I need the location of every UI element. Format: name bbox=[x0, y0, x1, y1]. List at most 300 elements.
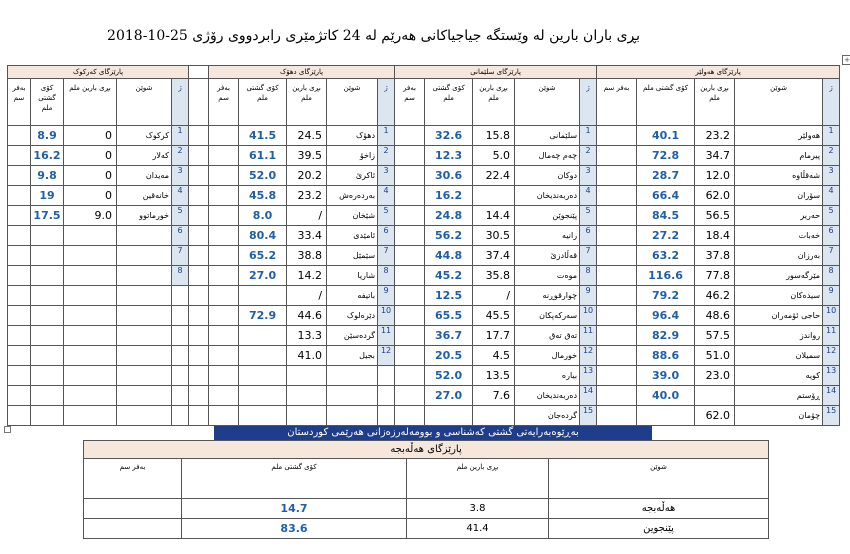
spacer-cell bbox=[189, 346, 209, 366]
total-cell: 27.2 bbox=[637, 226, 695, 246]
snow-cell bbox=[395, 406, 425, 426]
spacer-cell bbox=[189, 386, 209, 406]
spacer-cell bbox=[189, 66, 209, 79]
total-cell: 116.6 bbox=[637, 266, 695, 286]
total-cell: 40.1 bbox=[637, 126, 695, 146]
empty-cell bbox=[8, 286, 31, 306]
row-index: 1 bbox=[378, 126, 395, 146]
snow-cell bbox=[395, 226, 425, 246]
station-name: گردەجان bbox=[515, 406, 580, 426]
total-cell: 96.4 bbox=[637, 306, 695, 326]
station-name: رواندز bbox=[735, 326, 823, 346]
amount-cell: 4.5 bbox=[473, 346, 515, 366]
amount-cell: / bbox=[287, 206, 327, 226]
cursor-marker bbox=[4, 426, 11, 433]
amount-cell: 0 bbox=[64, 146, 117, 166]
total-cell: 66.4 bbox=[637, 186, 695, 206]
amount-cell: 38.8 bbox=[287, 246, 327, 266]
snow-cell bbox=[597, 386, 637, 406]
amount-cell bbox=[473, 186, 515, 206]
total-cell: 56.2 bbox=[425, 226, 473, 246]
row-index: 4 bbox=[823, 186, 840, 206]
table-row bbox=[8, 226, 840, 246]
header-snow: بەفر سم bbox=[395, 79, 425, 126]
amount-cell: 57.5 bbox=[695, 326, 735, 346]
table-row bbox=[8, 286, 840, 306]
spacer-cell bbox=[189, 266, 209, 286]
total-cell: 19 bbox=[31, 186, 64, 206]
total-cell: 41.5 bbox=[239, 126, 287, 146]
station-name: بیارە bbox=[515, 366, 580, 386]
snow-cell bbox=[395, 146, 425, 166]
amount-cell: 22.4 bbox=[473, 166, 515, 186]
total-cell: 16.2 bbox=[31, 146, 64, 166]
station-name: شاریا bbox=[327, 266, 378, 286]
row-index: 14 bbox=[580, 386, 597, 406]
station-name: سمیلان bbox=[735, 346, 823, 366]
table-row bbox=[8, 266, 840, 286]
empty-cell bbox=[239, 366, 287, 386]
total-cell: 8.0 bbox=[239, 206, 287, 226]
snow-cell bbox=[84, 499, 182, 519]
station-name: قەڵادزێ bbox=[515, 246, 580, 266]
station-name: خانەقین bbox=[117, 186, 172, 206]
total-cell: 44.8 bbox=[425, 246, 473, 266]
total-cell bbox=[637, 406, 695, 426]
snow-cell bbox=[8, 146, 31, 166]
row-index: 12 bbox=[580, 346, 597, 366]
total-cell: 30.6 bbox=[425, 166, 473, 186]
snow-cell bbox=[209, 166, 239, 186]
empty-cell bbox=[8, 406, 31, 426]
empty-cell bbox=[117, 326, 172, 346]
empty-cell bbox=[64, 286, 117, 306]
amount-cell: 5.0 bbox=[473, 146, 515, 166]
empty-cell bbox=[287, 386, 327, 406]
row-index: 5 bbox=[823, 206, 840, 226]
row-index: 1 bbox=[823, 126, 840, 146]
snow-cell bbox=[209, 346, 239, 366]
total-cell: 14.7 bbox=[182, 499, 407, 519]
row-index: 10 bbox=[378, 306, 395, 326]
header-total: کۆی گشتی ملم bbox=[182, 459, 407, 499]
station-name: حەریر bbox=[735, 206, 823, 226]
empty-cell bbox=[117, 386, 172, 406]
amount-cell: 44.6 bbox=[287, 306, 327, 326]
amount-cell: 46.2 bbox=[695, 286, 735, 306]
station-name: کویە bbox=[735, 366, 823, 386]
snow-cell bbox=[8, 186, 31, 206]
spacer-cell bbox=[189, 246, 209, 266]
group-header-kirkuk: پارێزگای کەرکوک bbox=[8, 66, 189, 79]
station-name: خورمال bbox=[515, 346, 580, 366]
row-index: 11 bbox=[823, 326, 840, 346]
empty-cell bbox=[64, 346, 117, 366]
table-row bbox=[8, 406, 840, 426]
empty-cell bbox=[117, 406, 172, 426]
row-index: 11 bbox=[580, 326, 597, 346]
total-cell: 32.6 bbox=[425, 126, 473, 146]
amount-cell: 0 bbox=[64, 126, 117, 146]
table-anchor-icon[interactable]: + bbox=[842, 55, 850, 65]
row-index: 3 bbox=[378, 166, 395, 186]
empty-cell bbox=[172, 346, 189, 366]
total-cell bbox=[239, 286, 287, 306]
snow-cell bbox=[597, 366, 637, 386]
amount-cell: 23.0 bbox=[695, 366, 735, 386]
snow-cell bbox=[395, 306, 425, 326]
empty-cell bbox=[31, 346, 64, 366]
empty-cell bbox=[8, 386, 31, 406]
row-index: 5 bbox=[378, 206, 395, 226]
header-total: کۆی گشتی ملم bbox=[239, 79, 287, 126]
snow-cell bbox=[597, 406, 637, 426]
row-index: 3 bbox=[172, 166, 189, 186]
snow-cell bbox=[597, 186, 637, 206]
amount-cell: 23.2 bbox=[287, 186, 327, 206]
empty-cell bbox=[209, 366, 239, 386]
station-name: سەرکەپکان bbox=[515, 306, 580, 326]
empty-cell bbox=[31, 286, 64, 306]
station-name: چوارقوڕنە bbox=[515, 286, 580, 306]
total-cell: 65.2 bbox=[239, 246, 287, 266]
empty-cell bbox=[117, 366, 172, 386]
total-cell: 16.2 bbox=[425, 186, 473, 206]
snow-cell bbox=[395, 166, 425, 186]
total-cell: 83.6 bbox=[182, 519, 407, 539]
empty-cell bbox=[209, 386, 239, 406]
row-index: 7 bbox=[580, 246, 597, 266]
total-cell: 28.7 bbox=[637, 166, 695, 186]
empty-cell bbox=[172, 386, 189, 406]
empty-cell bbox=[172, 286, 189, 306]
station-name bbox=[117, 226, 172, 246]
amount-cell: 33.4 bbox=[287, 226, 327, 246]
station-name: چەم چەمال bbox=[515, 146, 580, 166]
total-cell: 9.8 bbox=[31, 166, 64, 186]
empty-cell bbox=[172, 306, 189, 326]
total-cell: 27.0 bbox=[425, 386, 473, 406]
row-index: 2 bbox=[580, 146, 597, 166]
total-cell: 52.0 bbox=[425, 366, 473, 386]
amount-cell: 0 bbox=[64, 186, 117, 206]
snow-cell bbox=[209, 246, 239, 266]
amount-cell: 51.0 bbox=[695, 346, 735, 366]
station-name: مەیدان bbox=[117, 166, 172, 186]
group-header-erbil: پارێزگای هەولێر bbox=[597, 66, 840, 79]
snow-cell bbox=[209, 226, 239, 246]
station-name: پێنجوێن bbox=[515, 206, 580, 226]
spacer-cell bbox=[189, 186, 209, 206]
table-row bbox=[8, 146, 840, 166]
amount-cell: 7.6 bbox=[473, 386, 515, 406]
amount-cell: 77.8 bbox=[695, 266, 735, 286]
total-cell bbox=[31, 266, 64, 286]
station-name: گردەسێن bbox=[327, 326, 378, 346]
empty-cell bbox=[287, 406, 327, 426]
table-row bbox=[8, 206, 840, 226]
snow-cell bbox=[209, 186, 239, 206]
total-cell: 8.9 bbox=[31, 126, 64, 146]
station-name: خورماتوو bbox=[117, 206, 172, 226]
amount-cell: 23.2 bbox=[695, 126, 735, 146]
total-cell bbox=[239, 326, 287, 346]
station-name: هەڵەبجە bbox=[549, 499, 769, 519]
total-cell: 63.2 bbox=[637, 246, 695, 266]
row-index: 13 bbox=[823, 366, 840, 386]
spacer-cell bbox=[189, 126, 209, 146]
empty-cell bbox=[117, 306, 172, 326]
header-snow: بەفر سم bbox=[597, 79, 637, 126]
empty-cell bbox=[64, 386, 117, 406]
station-name: شەقڵاوە bbox=[735, 166, 823, 186]
group-header-sulaymaniyah: پارێزگای سلێمانی bbox=[395, 66, 597, 79]
amount-cell: 3.8 bbox=[407, 499, 549, 519]
snow-cell bbox=[395, 126, 425, 146]
total-cell: 61.1 bbox=[239, 146, 287, 166]
header-name: شوێن bbox=[117, 79, 172, 126]
snow-cell bbox=[597, 246, 637, 266]
group-header-duhok: پارێزگای دهۆک bbox=[209, 66, 395, 79]
total-cell: 36.7 bbox=[425, 326, 473, 346]
snow-cell bbox=[209, 286, 239, 306]
row-index: 15 bbox=[580, 406, 597, 426]
table-row bbox=[8, 306, 840, 326]
total-cell: 52.0 bbox=[239, 166, 287, 186]
spacer-cell bbox=[189, 406, 209, 426]
empty-cell bbox=[64, 366, 117, 386]
empty-cell bbox=[209, 406, 239, 426]
header-name: شوێن bbox=[549, 459, 769, 499]
total-cell: 72.9 bbox=[239, 306, 287, 326]
station-name: کرکوک bbox=[117, 126, 172, 146]
empty-cell bbox=[117, 346, 172, 366]
total-cell: 27.0 bbox=[239, 266, 287, 286]
row-index: 14 bbox=[823, 386, 840, 406]
total-cell: 45.2 bbox=[425, 266, 473, 286]
empty-cell bbox=[327, 386, 378, 406]
snow-cell bbox=[395, 286, 425, 306]
snow-cell bbox=[597, 226, 637, 246]
amount-cell: 18.4 bbox=[695, 226, 735, 246]
header-snow: بەفر سم bbox=[8, 79, 31, 126]
header-index: ژ bbox=[378, 79, 395, 126]
row-index: 8 bbox=[823, 266, 840, 286]
spacer-cell bbox=[189, 166, 209, 186]
amount-cell: 12.0 bbox=[695, 166, 735, 186]
station-name: دوکان bbox=[515, 166, 580, 186]
spacer-cell bbox=[189, 146, 209, 166]
station-name: باتیفە bbox=[327, 286, 378, 306]
empty-cell bbox=[64, 406, 117, 426]
row-index: 2 bbox=[172, 146, 189, 166]
row-index: 9 bbox=[378, 286, 395, 306]
empty-cell bbox=[172, 406, 189, 426]
total-cell: 17.5 bbox=[31, 206, 64, 226]
total-cell: 82.9 bbox=[637, 326, 695, 346]
amount-cell: 24.5 bbox=[287, 126, 327, 146]
org-banner: بەڕێوەبەرایەتی گشتی کەشناسی و بوومەلەرزەزانی هەرێمی کوردستان bbox=[214, 426, 652, 440]
station-name: سۆران bbox=[735, 186, 823, 206]
empty-cell bbox=[31, 326, 64, 346]
station-name: بەرزان bbox=[735, 246, 823, 266]
row-index: 9 bbox=[580, 286, 597, 306]
station-name: دهۆک bbox=[327, 126, 378, 146]
snow-cell bbox=[597, 286, 637, 306]
row-index: 8 bbox=[378, 266, 395, 286]
amount-cell: 35.8 bbox=[473, 266, 515, 286]
snow-cell bbox=[597, 326, 637, 346]
row-index: 6 bbox=[823, 226, 840, 246]
empty-cell bbox=[8, 366, 31, 386]
row-index: 6 bbox=[580, 226, 597, 246]
station-name: چۆمان bbox=[735, 406, 823, 426]
station-name bbox=[117, 266, 172, 286]
empty-cell bbox=[378, 406, 395, 426]
amount-cell: 41.0 bbox=[287, 346, 327, 366]
snow-cell bbox=[597, 166, 637, 186]
amount-cell bbox=[473, 406, 515, 426]
station-name: بجیل bbox=[327, 346, 378, 366]
snow-cell bbox=[8, 266, 31, 286]
snow-cell bbox=[597, 346, 637, 366]
station-name: حاجی ئۆمەران bbox=[735, 306, 823, 326]
row-index: 7 bbox=[378, 246, 395, 266]
row-index: 15 bbox=[823, 406, 840, 426]
total-cell: 88.6 bbox=[637, 346, 695, 366]
station-name: ئاکرێ bbox=[327, 166, 378, 186]
snow-cell bbox=[209, 206, 239, 226]
amount-cell: 9.0 bbox=[64, 206, 117, 226]
spacer-cell bbox=[189, 326, 209, 346]
spacer-cell bbox=[189, 79, 209, 126]
empty-cell bbox=[172, 366, 189, 386]
amount-cell: 13.5 bbox=[473, 366, 515, 386]
snow-cell bbox=[8, 226, 31, 246]
empty-cell bbox=[327, 406, 378, 426]
snow-cell bbox=[597, 206, 637, 226]
table-row bbox=[84, 519, 769, 539]
amount-cell: 30.5 bbox=[473, 226, 515, 246]
station-name: پیرمام bbox=[735, 146, 823, 166]
row-index: 10 bbox=[580, 306, 597, 326]
snow-cell bbox=[395, 386, 425, 406]
empty-cell bbox=[239, 406, 287, 426]
station-name: رانیە bbox=[515, 226, 580, 246]
row-index: 13 bbox=[580, 366, 597, 386]
page-title: بڕی باران بارین لە وێستگە جیاجیاکانی هەرێم لە 24 کاتژمێری رابردووی رۆژی 25-10-2018 bbox=[107, 28, 640, 44]
station-name: دەربەندیخان bbox=[515, 186, 580, 206]
header-amount: بڕی بارین ملم bbox=[407, 459, 549, 499]
table-row bbox=[8, 246, 840, 266]
row-index: 12 bbox=[823, 346, 840, 366]
header-snow: بەفر سم bbox=[84, 459, 182, 499]
row-index: 5 bbox=[172, 206, 189, 226]
table-row bbox=[8, 366, 840, 386]
table-row bbox=[8, 186, 840, 206]
amount-cell: 13.3 bbox=[287, 326, 327, 346]
halabja-table bbox=[83, 440, 769, 539]
total-cell bbox=[425, 406, 473, 426]
snow-cell bbox=[84, 519, 182, 539]
row-index: 4 bbox=[172, 186, 189, 206]
spacer-cell bbox=[189, 206, 209, 226]
amount-cell: 62.0 bbox=[695, 186, 735, 206]
amount-cell bbox=[64, 226, 117, 246]
snow-cell bbox=[597, 146, 637, 166]
header-index: ژ bbox=[823, 79, 840, 126]
empty-cell bbox=[31, 386, 64, 406]
row-index: 7 bbox=[172, 246, 189, 266]
station-name: خەبات bbox=[735, 226, 823, 246]
row-index: 8 bbox=[172, 266, 189, 286]
station-name: هەولێر bbox=[735, 126, 823, 146]
spacer-cell bbox=[189, 366, 209, 386]
empty-cell bbox=[31, 306, 64, 326]
amount-cell: / bbox=[473, 286, 515, 306]
header-total: کۆی گشتی ملم bbox=[425, 79, 473, 126]
total-cell: 40.0 bbox=[637, 386, 695, 406]
amount-cell: 17.7 bbox=[473, 326, 515, 346]
snow-cell bbox=[597, 306, 637, 326]
empty-cell bbox=[378, 366, 395, 386]
empty-cell bbox=[31, 406, 64, 426]
header-total: کۆی گشتی ملم bbox=[637, 79, 695, 126]
row-index: 9 bbox=[823, 286, 840, 306]
station-name: سێمێل bbox=[327, 246, 378, 266]
header-name: شوێن bbox=[735, 79, 823, 126]
amount-cell: / bbox=[287, 286, 327, 306]
amount-cell: 14.4 bbox=[473, 206, 515, 226]
snow-cell bbox=[8, 246, 31, 266]
header-name: شوێن bbox=[515, 79, 580, 126]
total-cell: 20.5 bbox=[425, 346, 473, 366]
empty-cell bbox=[64, 306, 117, 326]
amount-cell: 48.6 bbox=[695, 306, 735, 326]
total-cell: 79.2 bbox=[637, 286, 695, 306]
snow-cell bbox=[597, 266, 637, 286]
header-amount: بڕی بارین ملم bbox=[695, 79, 735, 126]
row-index: 3 bbox=[580, 166, 597, 186]
empty-cell bbox=[31, 366, 64, 386]
station-name bbox=[117, 246, 172, 266]
snow-cell bbox=[395, 206, 425, 226]
spacer-cell bbox=[189, 286, 209, 306]
snow-cell bbox=[209, 126, 239, 146]
amount-cell bbox=[64, 246, 117, 266]
empty-cell bbox=[239, 386, 287, 406]
amount-cell: 20.2 bbox=[287, 166, 327, 186]
amount-cell: 62.0 bbox=[695, 406, 735, 426]
header-amount: بڕی بارین ملم bbox=[64, 79, 117, 126]
empty-cell bbox=[8, 326, 31, 346]
station-name: پێنجوین bbox=[549, 519, 769, 539]
header-snow: بەفر سم bbox=[209, 79, 239, 126]
table-row bbox=[8, 346, 840, 366]
snow-cell bbox=[395, 186, 425, 206]
row-index: 3 bbox=[823, 166, 840, 186]
snow-cell bbox=[209, 146, 239, 166]
row-index: 2 bbox=[823, 146, 840, 166]
spacer-cell bbox=[189, 306, 209, 326]
row-index: 1 bbox=[580, 126, 597, 146]
total-cell bbox=[31, 246, 64, 266]
snow-cell bbox=[8, 166, 31, 186]
table-row bbox=[8, 326, 840, 346]
snow-cell bbox=[395, 366, 425, 386]
header-amount: بڕی بارین ملم bbox=[287, 79, 327, 126]
station-name: ڕۆستم bbox=[735, 386, 823, 406]
